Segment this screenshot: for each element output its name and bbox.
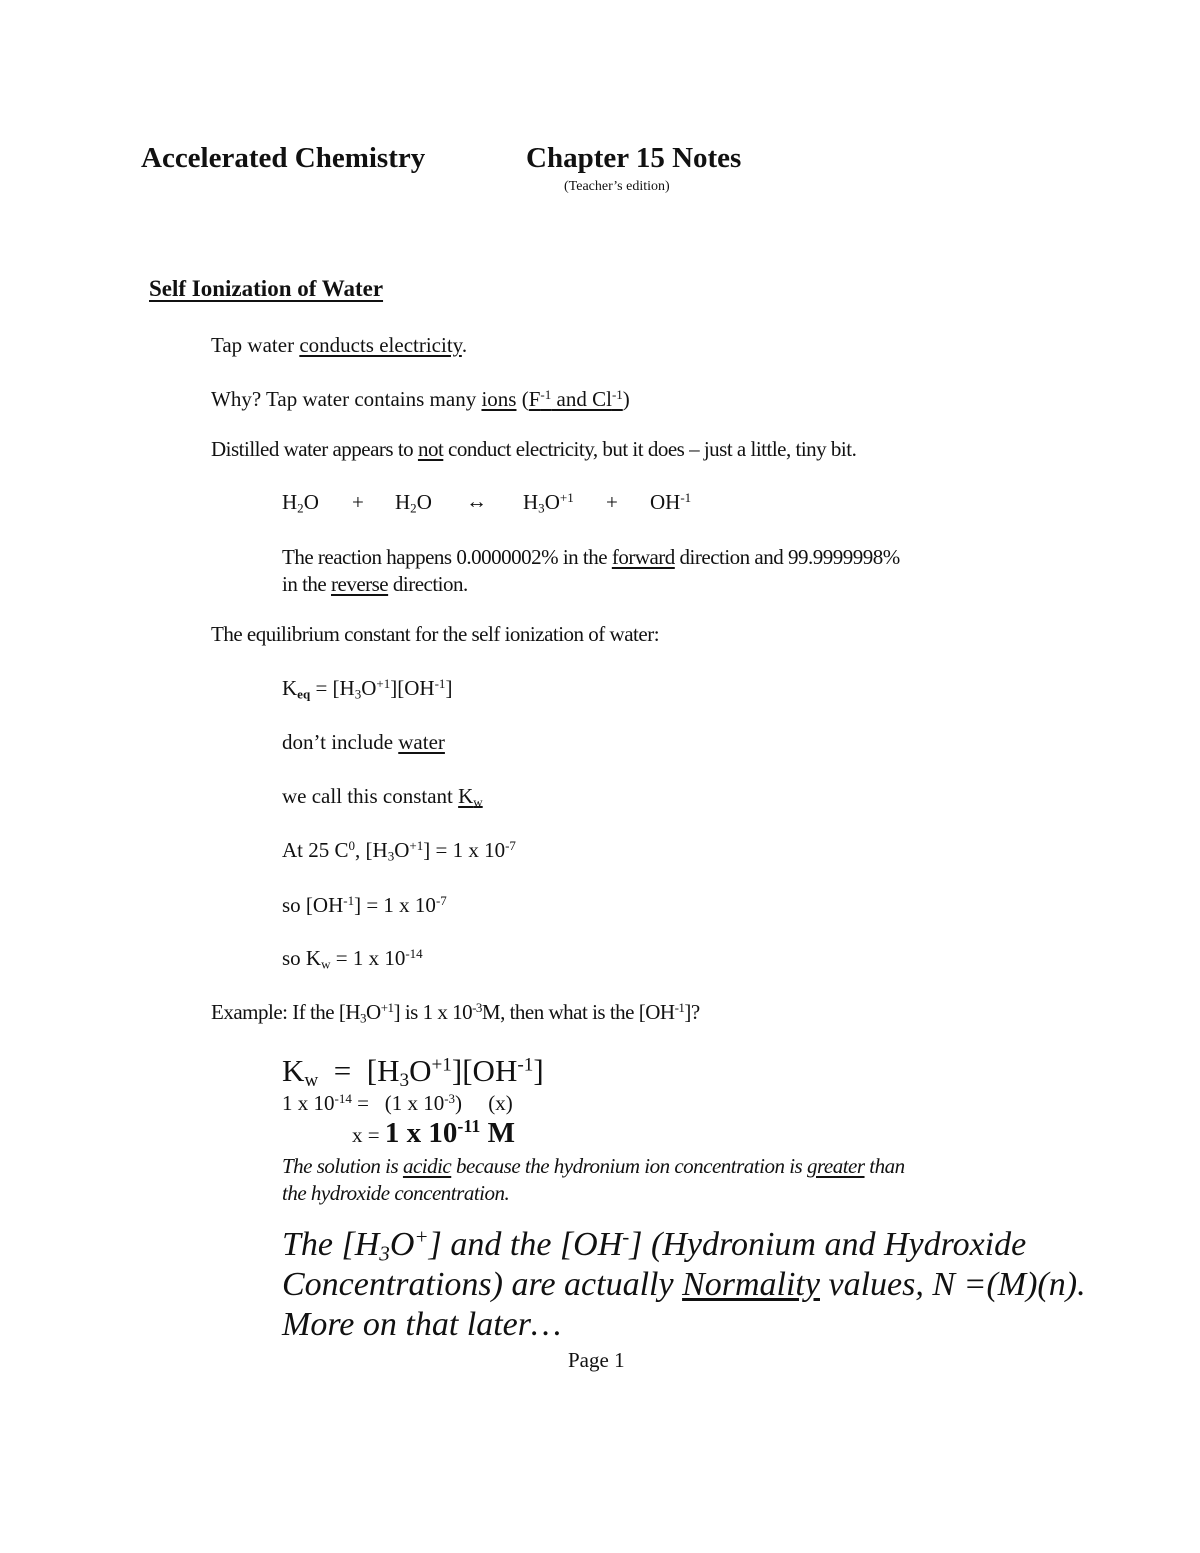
text-segment: O (389, 1226, 415, 1263)
text-line-kw-constant (282, 784, 483, 809)
section-heading: Self Ionization of Water (149, 276, 384, 301)
text-segment: ] is 1 x 10 (393, 1000, 473, 1024)
text-segment: ] (533, 1053, 544, 1088)
text-segment: values, N =(M)(n). (819, 1266, 1086, 1303)
text-segment: direction and 99.9999998% (674, 545, 900, 569)
text-segment: = [H (318, 1053, 400, 1088)
text-segment: don’t include (282, 730, 399, 754)
superscript: -1 (674, 999, 685, 1015)
text-segment: because the hydronium ion concentration is (451, 1154, 807, 1178)
text-line-reverse (282, 572, 468, 597)
subscript: w (321, 956, 331, 972)
text-segment: H (395, 490, 411, 514)
superscript: -1 (680, 489, 692, 505)
text-line-example (211, 1000, 700, 1025)
text-segment: ] (Hydronium and Hydroxide (629, 1226, 1027, 1263)
text-segment: ] = 1 x 10 (423, 838, 506, 862)
superscript: -7 (505, 837, 516, 853)
text-line-at-25c (282, 838, 516, 863)
superscript: +1 (409, 837, 424, 853)
superscript: +1 (380, 999, 394, 1015)
course-title: Accelerated Chemistry (141, 142, 426, 174)
text-line-reaction (282, 545, 900, 570)
page-number: Page 1 (568, 1348, 625, 1372)
underlined-term: reverse (331, 572, 389, 596)
subscript: 3 (379, 1241, 390, 1266)
text-segment: H (282, 490, 298, 514)
text-segment: ] (445, 676, 453, 700)
text-segment: x = (352, 1123, 385, 1147)
underlined-term: not (417, 437, 444, 461)
note-line-2 (282, 1266, 1086, 1304)
text-segment: M (480, 1117, 515, 1149)
text-segment: . (461, 333, 468, 357)
equation-plus-2: + (606, 490, 618, 514)
text-segment: ] = 1 x 10 (354, 893, 436, 917)
text-segment: K (282, 1053, 305, 1088)
equation-h3o (523, 490, 574, 515)
text-line-so-kw (282, 946, 423, 971)
subscript: 3 (360, 1010, 367, 1026)
equilibrium-arrow: ↔ (466, 489, 487, 513)
text-line-tap-water (211, 333, 467, 358)
note-line-3: More on that later… (282, 1306, 562, 1343)
underlined-term: greater (806, 1154, 865, 1178)
text-line-distilled (211, 437, 856, 462)
edition-note: (Teacher’s edition) (564, 179, 670, 194)
text-segment: O (394, 838, 410, 862)
text-segment: Example: If the [H (211, 1000, 361, 1024)
text-segment: , [H (355, 838, 388, 862)
subscript: 2 (410, 500, 417, 516)
equation-h2o-1 (282, 490, 319, 515)
text-segment: ] and the [OH (428, 1226, 623, 1263)
text-segment: 1 x 10 (384, 1117, 458, 1149)
text-line-substitution (282, 1091, 513, 1116)
text-segment: and Cl (551, 387, 612, 411)
superscript: -11 (457, 1116, 481, 1137)
text-segment: Concentrations) are actually (282, 1266, 683, 1303)
underlined-kw (458, 784, 483, 808)
text-segment: ][OH (451, 1053, 518, 1088)
superscript: +1 (431, 1054, 452, 1076)
text-segment: = 1 x 10 (330, 946, 406, 970)
text-segment: Why? Tap water contains many (211, 387, 482, 411)
superscript: -1 (343, 892, 355, 908)
text-segment: O (416, 490, 432, 514)
text-segment: in the (282, 572, 331, 596)
text-segment: O (366, 1000, 381, 1024)
superscript: + (414, 1224, 429, 1249)
text-line-hydroxide: the hydroxide concentration. (282, 1181, 510, 1205)
text-segment: ) (x) (455, 1091, 513, 1115)
superscript: -14 (334, 1090, 352, 1106)
text-segment: H (523, 490, 539, 514)
subscript: 2 (297, 500, 304, 516)
underlined-term: conducts electricity (299, 333, 462, 357)
text-segment: so K (282, 946, 322, 970)
subscript: 3 (354, 686, 362, 702)
subscript: w (473, 794, 483, 810)
superscript: -7 (435, 892, 447, 908)
text-segment: K (458, 784, 474, 808)
subscript: 3 (399, 1069, 410, 1091)
text-line-why (211, 387, 630, 412)
underlined-term: forward (611, 545, 675, 569)
underlined-term: acidic (402, 1154, 452, 1178)
superscript: - (622, 1224, 630, 1249)
text-segment: conduct electricity, but it does – just a little, tiny bit. (443, 437, 857, 461)
equation-plus-1: + (352, 490, 364, 514)
superscript: +1 (559, 489, 574, 505)
text-segment: O (544, 490, 560, 514)
superscript: 0 (348, 837, 356, 853)
text-line-dont-include (282, 730, 445, 755)
text-segment: Distilled water appears to (211, 437, 418, 461)
text-segment: The [H (282, 1226, 380, 1263)
keq-expression (282, 676, 452, 701)
text-line-so-oh (282, 893, 447, 918)
subscript: 3 (538, 500, 545, 516)
text-segment: At 25 C (282, 838, 349, 862)
subscript: 3 (387, 848, 395, 864)
text-segment: ]? (684, 1000, 700, 1024)
kw-expression (282, 1053, 544, 1089)
text-line-equilibrium-constant: The equilibrium constant for the self ionization of water: (211, 622, 660, 646)
text-segment: = (1 x 10 (351, 1091, 445, 1115)
superscript: -3 (444, 1090, 456, 1106)
equation-oh (650, 490, 691, 515)
underlined-term: water (398, 730, 445, 754)
superscript: -3 (472, 999, 482, 1015)
subscript: eq (297, 686, 311, 702)
text-segment: than (864, 1154, 905, 1178)
superscript: -1 (434, 675, 446, 691)
text-segment: so [OH (282, 893, 344, 917)
text-segment: OH (650, 490, 681, 514)
answer-line (352, 1117, 515, 1150)
underlined-ions (529, 387, 623, 411)
underlined-term: Normality (682, 1266, 820, 1303)
text-line-acidic (282, 1154, 905, 1179)
text-segment: ][OH (390, 676, 435, 700)
text-segment: = [H (310, 676, 355, 700)
superscript: -1 (611, 386, 623, 402)
text-segment: O (303, 490, 319, 514)
answer-value (385, 1117, 515, 1149)
underlined-term: ions (481, 387, 517, 411)
text-segment: Tap water (211, 333, 300, 357)
superscript: -1 (540, 386, 552, 402)
subscript: w (304, 1069, 319, 1091)
superscript: -1 (517, 1054, 534, 1076)
text-segment: ( (516, 387, 529, 411)
text-segment: K (282, 676, 298, 700)
text-segment: O (409, 1053, 432, 1088)
text-segment: O (361, 676, 377, 700)
note-line-1 (282, 1226, 1026, 1264)
text-segment: we call this constant (282, 784, 459, 808)
superscript: -14 (405, 945, 423, 961)
text-segment: F (528, 387, 541, 411)
text-segment: ) (622, 387, 630, 411)
text-segment: direction. (388, 572, 468, 596)
superscript: +1 (376, 675, 391, 691)
equation-h2o-2 (395, 490, 432, 515)
chapter-title: Chapter 15 Notes (526, 142, 742, 174)
text-segment: M, then what is the [OH (481, 1000, 675, 1024)
text-segment: The solution is (282, 1154, 403, 1178)
text-segment: The reaction happens 0.0000002% in the (282, 545, 612, 569)
text-segment: 1 x 10 (282, 1091, 335, 1115)
